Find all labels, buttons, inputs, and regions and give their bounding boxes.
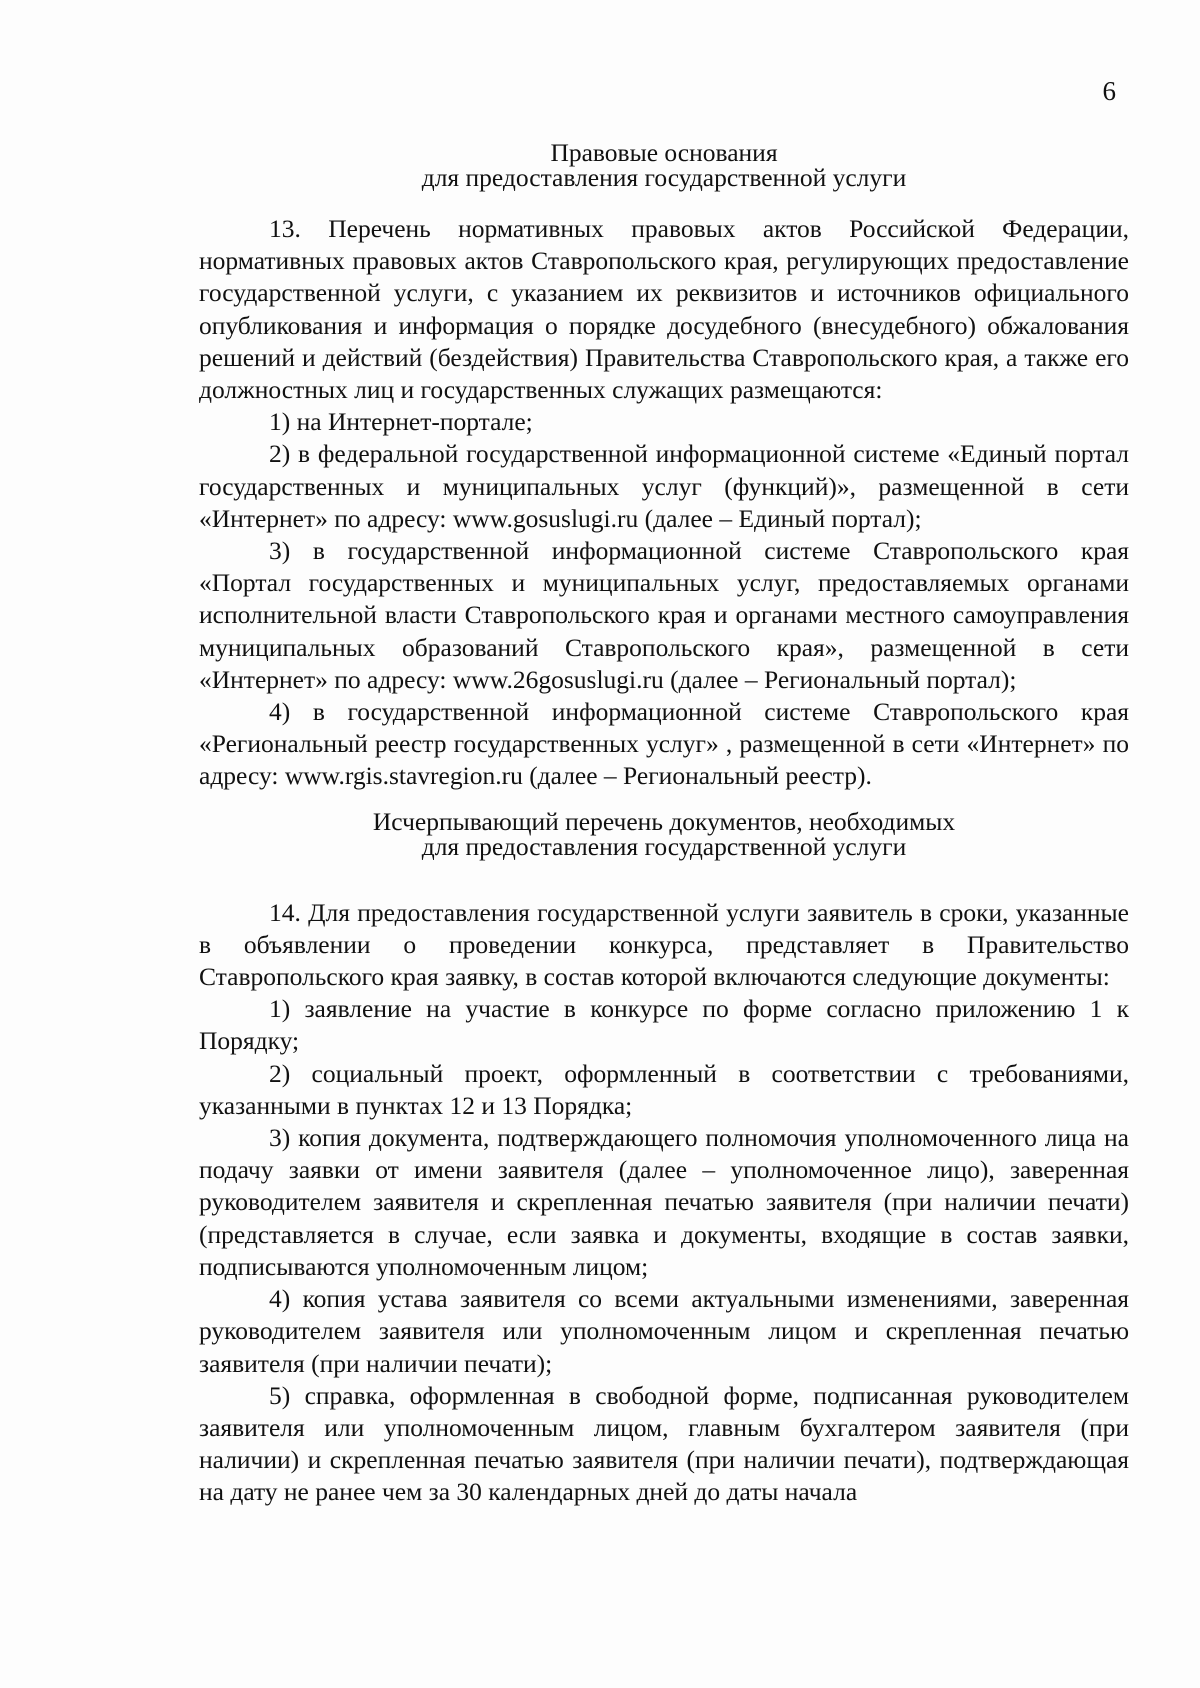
- heading-line: Исчерпывающий перечень документов, необходимых: [372, 806, 956, 836]
- list-item: 2) в федеральной государственной информационной системе «Единый портал государственных и муниципальных услуг (функций)», размещенной в сети «Интернет» по адресу: www.gosuslugi.ru (далее – Единый портал);: [199, 439, 1129, 533]
- list-item: 4) в государственной информационной системе Ставропольского края «Региональный реестр государственных услуг» , размещенной в сети «Интернет» по адресу: www.rgis.stavregion.ru (далее – Региональный реестр).: [199, 697, 1129, 791]
- heading-line: для предоставления государственной услуги: [421, 831, 907, 861]
- section-heading-legal-basis: [199, 140, 1129, 190]
- page-number: 6: [1102, 76, 1116, 106]
- paragraph-14: 14. Для предоставления государственной услуги заявитель в сроки, указанные в объявлении о проведении конкурса, представляет в Правительство Ставропольского края заявку, в состав которой включаются следующие документы:: [199, 897, 1129, 992]
- list-item: 1) на Интернет-портале;: [269, 407, 533, 437]
- list-item: 3) в государственной информационной системе Ставропольского края «Портал государственных и муниципальных услуг, предоставляемых органами исполнительной власти Ставропольского края и органами местного самоуправления муниципальных образований Ставропольского края», размещенной в сети «Интернет» по адресу: www.26gosuslugi.ru (далее – Региональный портал);: [199, 536, 1129, 694]
- list-item: 1) заявление на участие в конкурсе по форме согласно приложению 1 к Порядку;: [199, 994, 1129, 1056]
- list-item: 3) копия документа, подтверждающего полномочия уполномоченного лица на подачу заявки от имени заявителя (далее – уполномоченное лицо), заверенная руководителем заявителя и скрепленная печатью заявителя (при наличии печати) (представляется в случае, если заявка и документы, входящие в состав заявки, подписываются уполномоченным лицом;: [199, 1123, 1129, 1281]
- list-item: 5) справка, оформленная в свободной форме, подписанная руководителем заявителя или уполномоченным лицом, главным бухгалтером заявителя (при наличии) и скрепленная печатью заявителя (при наличии печати), подтверждающая на дату не ранее чем за 30 календарных дней до даты начала: [199, 1380, 1129, 1507]
- list-item: 4) копия устава заявителя со всеми актуальными изменениями, заверенная руководителем заявителя или уполномоченным лицом и скрепленная печатью заявителя (при наличии печати);: [199, 1284, 1129, 1378]
- paragraph-13: 13. Перечень нормативных правовых актов Российской Федерации, нормативных правовых актов Ставропольского края, регулирующих предоставление государственной услуги, с указанием их реквизитов и источников официального опубликования и информация о порядке досудебного (внесудебного) обжалования решений и действий (бездействия) Правительства Ставропольского края, а также его должностных лиц и государственных служащих размещаются:: [199, 214, 1129, 405]
- heading-line: для предоставления государственной услуги: [421, 163, 907, 192]
- heading-line: Правовые основания: [550, 138, 778, 167]
- page-content: [199, 140, 1129, 1509]
- list-item: 2) социальный проект, оформленный в соответствии с требованиями, указанными в пунктах 12 и 13 Порядка;: [199, 1058, 1129, 1120]
- section-heading-documents: [199, 806, 1129, 861]
